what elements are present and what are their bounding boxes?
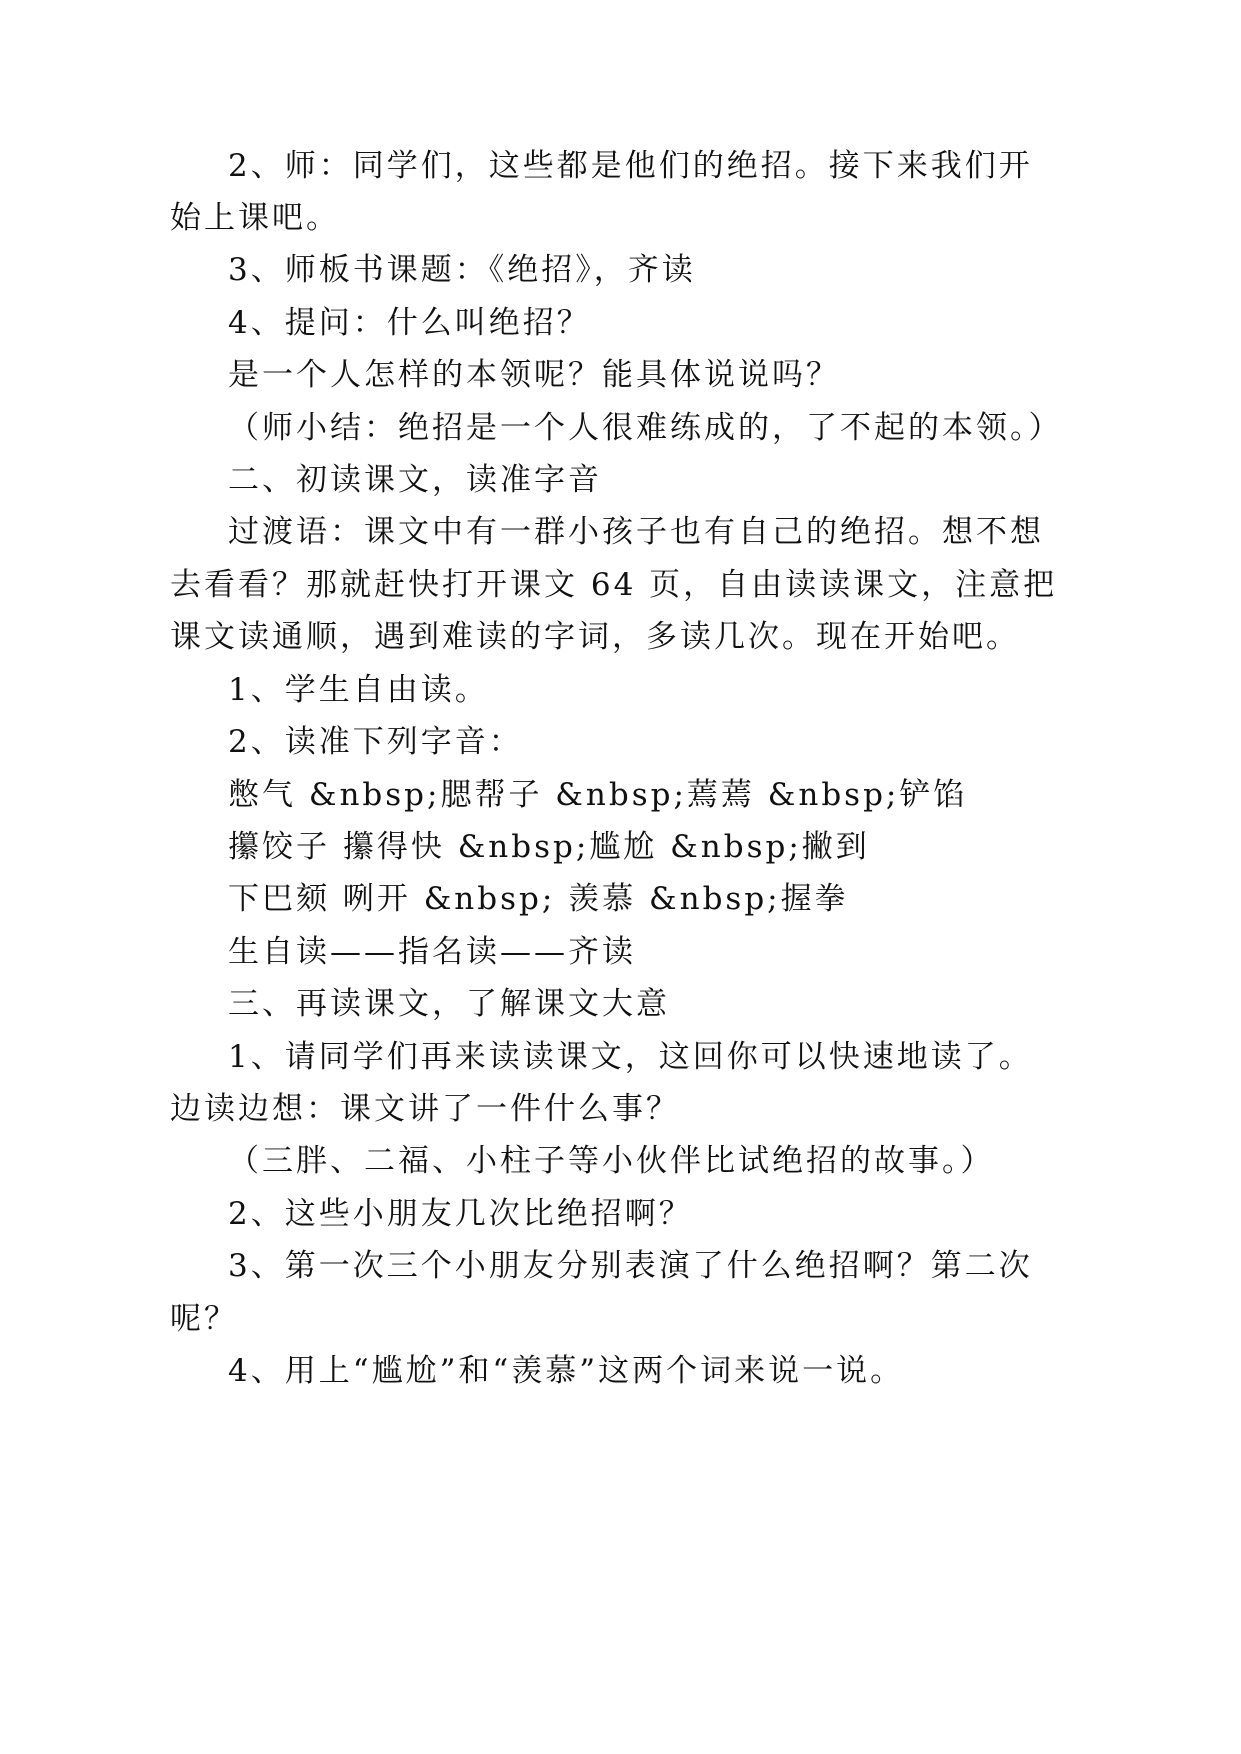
paragraph-line-5: 是一个人怎样的本领呢？能具体说说吗？ — [228, 357, 840, 393]
paragraph-line-1: 2、师：同学们，这些都是他们的绝招。接下来我们开 — [228, 148, 1033, 184]
paragraph-line-6: （师小结：绝招是一个人很难练成的，了不起的本领。） — [228, 410, 1063, 446]
paragraph-line-19: 边读边想：课文讲了一件什么事？ — [170, 1091, 680, 1127]
paragraph-line-12: 2、读准下列字音： — [228, 724, 523, 760]
paragraph-line-16: 生自读——指名读——齐读 — [228, 934, 636, 970]
section-heading-2: 二、初读课文，读准字音 — [228, 462, 602, 498]
paragraph-line-8: 过渡语：课文中有一群小孩子也有自己的绝招。想不想 — [228, 514, 1044, 550]
paragraph-line-11: 1、学生自由读。 — [228, 672, 489, 708]
paragraph-line-3: 3、师板书课题：《绝招》，齐读 — [228, 252, 696, 288]
paragraph-line-20: （三胖、二福、小柱子等小伙伴比试绝招的故事。） — [228, 1143, 995, 1179]
vocab-line-1: 憋气 &nbsp;腮帮子 &nbsp;蔫蔫 &nbsp;铲馅 — [228, 777, 968, 813]
paragraph-line-24: 4、用上“尴尬”和“羡慕”这两个词来说一说。 — [228, 1353, 905, 1389]
paragraph-line-22: 3、第一次三个小朋友分别表演了什么绝招啊？第二次 — [228, 1248, 1033, 1284]
paragraph-line-4: 4、提问：什么叫绝招？ — [228, 305, 591, 341]
vocab-line-3: 下巴颏 咧开 &nbsp; 羡慕 &nbsp;握拳 — [228, 881, 849, 917]
paragraph-line-10: 课文读通顺，遇到难读的字词，多读几次。现在开始吧。 — [170, 619, 1020, 655]
paragraph-line-23: 呢？ — [170, 1301, 238, 1337]
paragraph-line-18: 1、请同学们再来读读课文，这回你可以快速地读了。 — [228, 1039, 1033, 1075]
paragraph-line-9: 去看看？那就赶快打开课文 64 页，自由读读课文，注意把 — [170, 567, 1058, 603]
vocab-line-2: 攥饺子 攥得快 &nbsp;尴尬 &nbsp;撇到 — [228, 829, 870, 865]
section-heading-3: 三、再读课文，了解课文大意 — [228, 986, 670, 1022]
paragraph-line-2: 始上课吧。 — [170, 200, 340, 236]
paragraph-line-21: 2、这些小朋友几次比绝招啊？ — [228, 1196, 693, 1232]
